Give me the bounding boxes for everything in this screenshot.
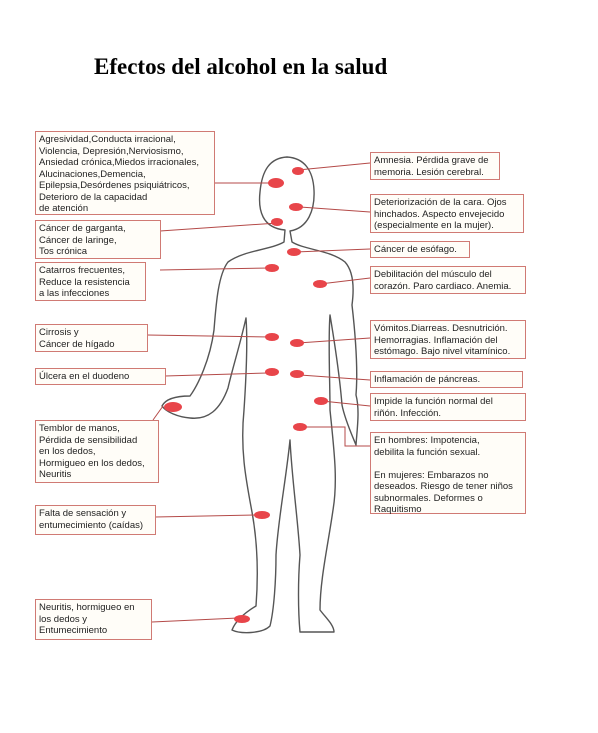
label-duodenal-ulcer: Úlcera en el duodeno	[35, 368, 166, 385]
label-liver-cirrhosis: Cirrosis y Cáncer de hígado	[35, 324, 148, 352]
connector-lines-left	[147, 183, 278, 622]
label-kidney-function: Impide la función normal del riñón. Infección.	[370, 393, 526, 421]
label-numbness: Falta de sensación y entumecimiento (caídas)	[35, 505, 156, 535]
label-sexual-effects: En hombres: Impotencia, debilita la función sexual. En mujeres: Embarazos no deseados. Riesgo de tener niños subnormales. Deformes o Raquitismo	[370, 432, 526, 514]
label-esophagus-cancer: Cáncer de esófago.	[370, 241, 470, 258]
connector-lines-right	[295, 163, 370, 446]
label-pancreas-inflammation: Inflamación de páncreas.	[370, 371, 523, 388]
marker-knee	[254, 511, 270, 519]
label-respiratory-infections: Catarros frecuentes, Reduce la resistencia a las infecciones	[35, 262, 146, 301]
marker-esophagus	[287, 248, 301, 256]
page-title: Efectos del alcohol en la salud	[94, 54, 388, 79]
label-heart-weakness: Debilitación del músculo del corazón. Paro cardiaco. Anemia.	[370, 266, 526, 294]
marker-pancreas	[290, 370, 304, 378]
label-nervous-system-effects: Agresividad,Conducta irracional, Violencia, Depresión,Nerviosismo, Ansiedad crónica,Miedos irracionales, Alucinaciones,Demencia, Epilepsia,Desórdenes psiquiátricos, Deterioro de la capacidad de atención	[35, 131, 215, 215]
marker-throat	[271, 218, 283, 226]
marker-face	[289, 203, 303, 211]
marker-head-right	[292, 167, 304, 175]
marker-liver	[265, 333, 279, 341]
marker-duodenum	[265, 368, 279, 376]
label-amnesia: Amnesia. Pérdida grave de memoria. Lesión cerebral.	[370, 152, 500, 180]
marker-head-left	[268, 178, 284, 188]
marker-foot	[234, 615, 250, 623]
label-face-deterioration: Deteriorización de la cara. Ojos hinchados. Aspecto envejecido (especialmente en la mujer).	[370, 194, 524, 233]
human-body-outline	[162, 157, 358, 633]
marker-lungs	[265, 264, 279, 272]
label-stomach-effects: Vómitos.Diarreas. Desnutrición. Hemorragias. Inflamación del estómago. Bajo nivel vitamínico.	[370, 320, 526, 359]
marker-genitals	[293, 423, 307, 431]
effect-markers	[164, 167, 328, 623]
label-throat-cancer: Cáncer de garganta, Cáncer de laringe, Tos crónica	[35, 220, 161, 259]
label-feet-neuritis: Neuritis, hormigueo en los dedos y Entumecimiento	[35, 599, 152, 640]
marker-kidney	[314, 397, 328, 405]
marker-hand	[164, 402, 182, 412]
label-hand-tremor: Temblor de manos, Pérdida de sensibilidad en los dedos, Hormigueo en los dedos, Neuritis	[35, 420, 159, 483]
marker-heart	[313, 280, 327, 288]
marker-stomach	[290, 339, 304, 347]
